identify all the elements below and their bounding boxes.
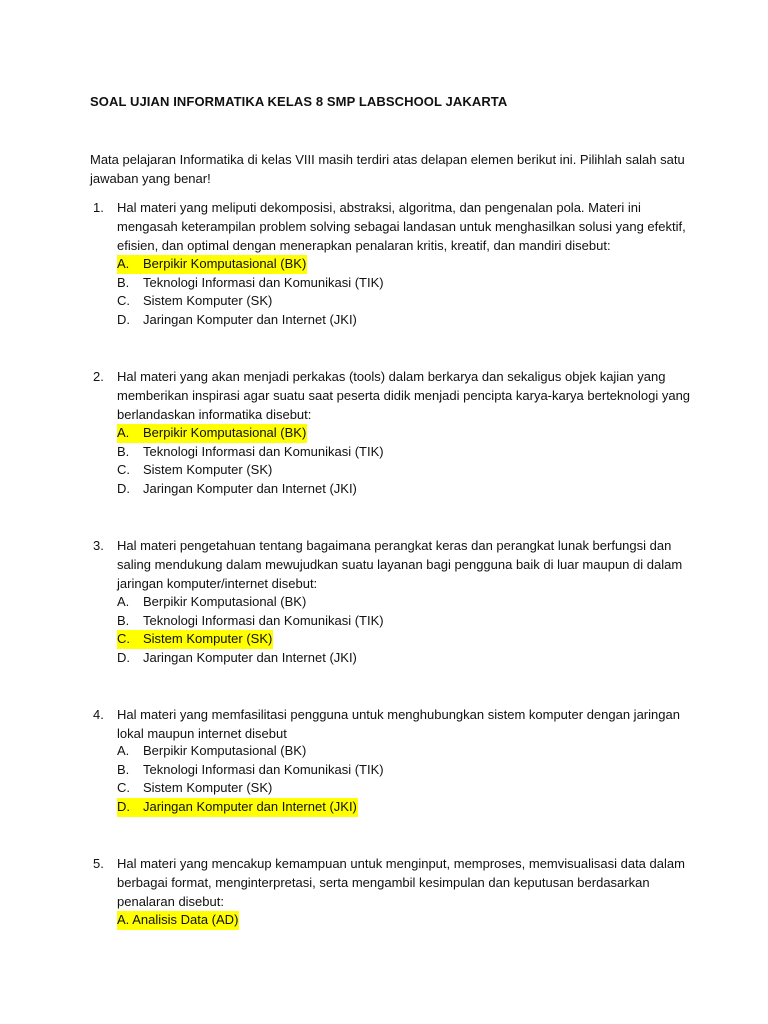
option-wrap [117,593,307,612]
option-wrap [117,612,385,631]
option-label: Teknologi Informasi dan Komunikasi (TIK) [143,761,384,777]
option-wrap [117,761,385,780]
question-line: penalaran disebut: [117,894,224,909]
option-letter: B. [117,761,130,777]
question-line: jaringan komputer/internet disebut: [117,576,318,591]
option-label: Jaringan Komputer dan Internet (JKI) [143,650,357,666]
option-letter: A. [117,425,130,440]
question-number: 4. [93,707,104,722]
option-label: Teknologi Informasi dan Komunikasi (TIK) [143,612,384,628]
answer-highlight [117,630,273,649]
question-line: mengasah keterampilan problem solving sebagai landasan untuk menghasilkan solusi yang efektif, [117,219,686,234]
option-label: Sistem Komputer (SK) [143,780,273,796]
option-wrap [117,292,273,311]
question-number: 3. [93,538,104,553]
option-b[interactable] [117,443,385,462]
option-label: Sistem Komputer (SK) [143,462,273,478]
question-line: saling mendukung dalam mewujudkan suatu layanan bagi pengguna baik di luar maupun di dalam [117,557,683,572]
options-list [117,255,385,330]
option-wrap [117,461,273,480]
option-label: Berpikir Komputasional (BK) [143,256,307,271]
question-number: 5. [93,856,104,871]
option-c[interactable] [117,630,385,649]
question-line: efisien, dan optimal dengan menerapkan penalaran kritis, kreatif, dan mandiri disebut: [117,238,611,253]
answer-highlight [117,424,307,443]
option-letter: A. [117,594,130,609]
answer-highlight [117,798,358,817]
intro-line: Mata pelajaran Informatika di kelas VIII masih terdiri atas delapan elemen berikut ini. Pilihlah salah satu [90,152,685,167]
question-text [117,854,697,911]
option-wrap [117,443,385,462]
question-text [117,705,697,743]
option-letter: A. [117,743,130,758]
question-number: 1. [93,200,104,215]
option-letter: D. [117,312,130,328]
option-label: Berpikir Komputasional (BK) [143,743,307,758]
option-letter: C. [117,293,130,309]
options-list [117,424,385,499]
option-c[interactable] [117,292,385,311]
option-a[interactable] [117,593,385,612]
option-a[interactable] [117,742,385,761]
option-letter: B. [117,443,130,459]
option-wrap [117,311,358,330]
option-letter: C. [117,631,130,647]
question-line: Hal materi pengetahuan tentang bagaimana perangkat keras dan perangkat lunak berfungsi dan [117,538,672,553]
options-list [117,911,239,930]
answer-highlight [117,911,239,930]
option-wrap [117,649,358,668]
option-d[interactable] [117,649,385,668]
option-wrap [117,779,273,798]
options-list [117,593,385,668]
option-b[interactable] [117,761,385,780]
option-label: Jaringan Komputer dan Internet (JKI) [143,799,357,815]
option-label: Berpikir Komputasional (BK) [143,425,307,440]
option-letter: B. [117,274,130,290]
options-list [117,742,385,817]
option-label: Jaringan Komputer dan Internet (JKI) [143,481,357,497]
question-line: Hal materi yang akan menjadi perkakas (tools) dalam berkarya dan sekaligus objek kajian yang [117,369,666,384]
option-label: Berpikir Komputasional (BK) [143,594,307,609]
question-text [117,536,697,593]
option-label: Sistem Komputer (SK) [143,293,273,309]
option-letter: D. [117,481,130,497]
option-letter: A. [117,256,130,271]
option-a[interactable] [117,424,385,443]
option-letter: C. [117,780,130,796]
intro-paragraph [90,150,690,188]
question-line: lokal maupun internet disebut [117,726,287,741]
option-label: Sistem Komputer (SK) [143,631,273,647]
question-line: Hal materi yang meliputi dekomposisi, abstraksi, algoritma, dan pengenalan pola. Materi ini [117,200,641,215]
option-b[interactable] [117,612,385,631]
option-letter: D. [117,650,130,666]
option-wrap [117,274,385,293]
question-line: memberikan inspirasi agar suatu saat peserta didik menjadi pencipta karya-karya berteknologi yang [117,388,691,403]
option-d[interactable] [117,798,385,817]
option-letter: A. [117,912,130,927]
option-a[interactable] [117,911,239,930]
intro-line: jawaban yang benar! [90,171,211,186]
option-b[interactable] [117,274,385,293]
question-line: Hal materi yang mencakup kemampuan untuk menginput, memproses, memvisualisasi data dalam [117,856,685,871]
option-label: Teknologi Informasi dan Komunikasi (TIK) [143,274,384,290]
answer-highlight [117,255,307,274]
question-line: berlandaskan informatika disebut: [117,407,312,422]
option-letter: D. [117,799,130,815]
option-d[interactable] [117,311,385,330]
question-line: Hal materi yang memfasilitasi pengguna untuk menghubungkan sistem komputer dengan jaringan [117,707,680,722]
option-wrap [117,480,358,499]
option-wrap [117,742,307,761]
document-title: SOAL UJIAN INFORMATIKA KELAS 8 SMP LABSCHOOL JAKARTA [90,94,508,109]
question-number: 2. [93,369,104,384]
question-text [117,198,697,255]
option-c[interactable] [117,779,385,798]
option-label: Analisis Data (AD) [132,912,239,927]
option-c[interactable] [117,461,385,480]
option-letter: C. [117,462,130,478]
option-letter: B. [117,612,130,628]
question-text [117,367,697,424]
option-a[interactable] [117,255,385,274]
question-line: berbagai format, menginterpretasi, serta mengambil kesimpulan dan keputusan berdasarkan [117,875,650,890]
option-d[interactable] [117,480,385,499]
option-label: Teknologi Informasi dan Komunikasi (TIK) [143,443,384,459]
option-label: Jaringan Komputer dan Internet (JKI) [143,312,357,328]
